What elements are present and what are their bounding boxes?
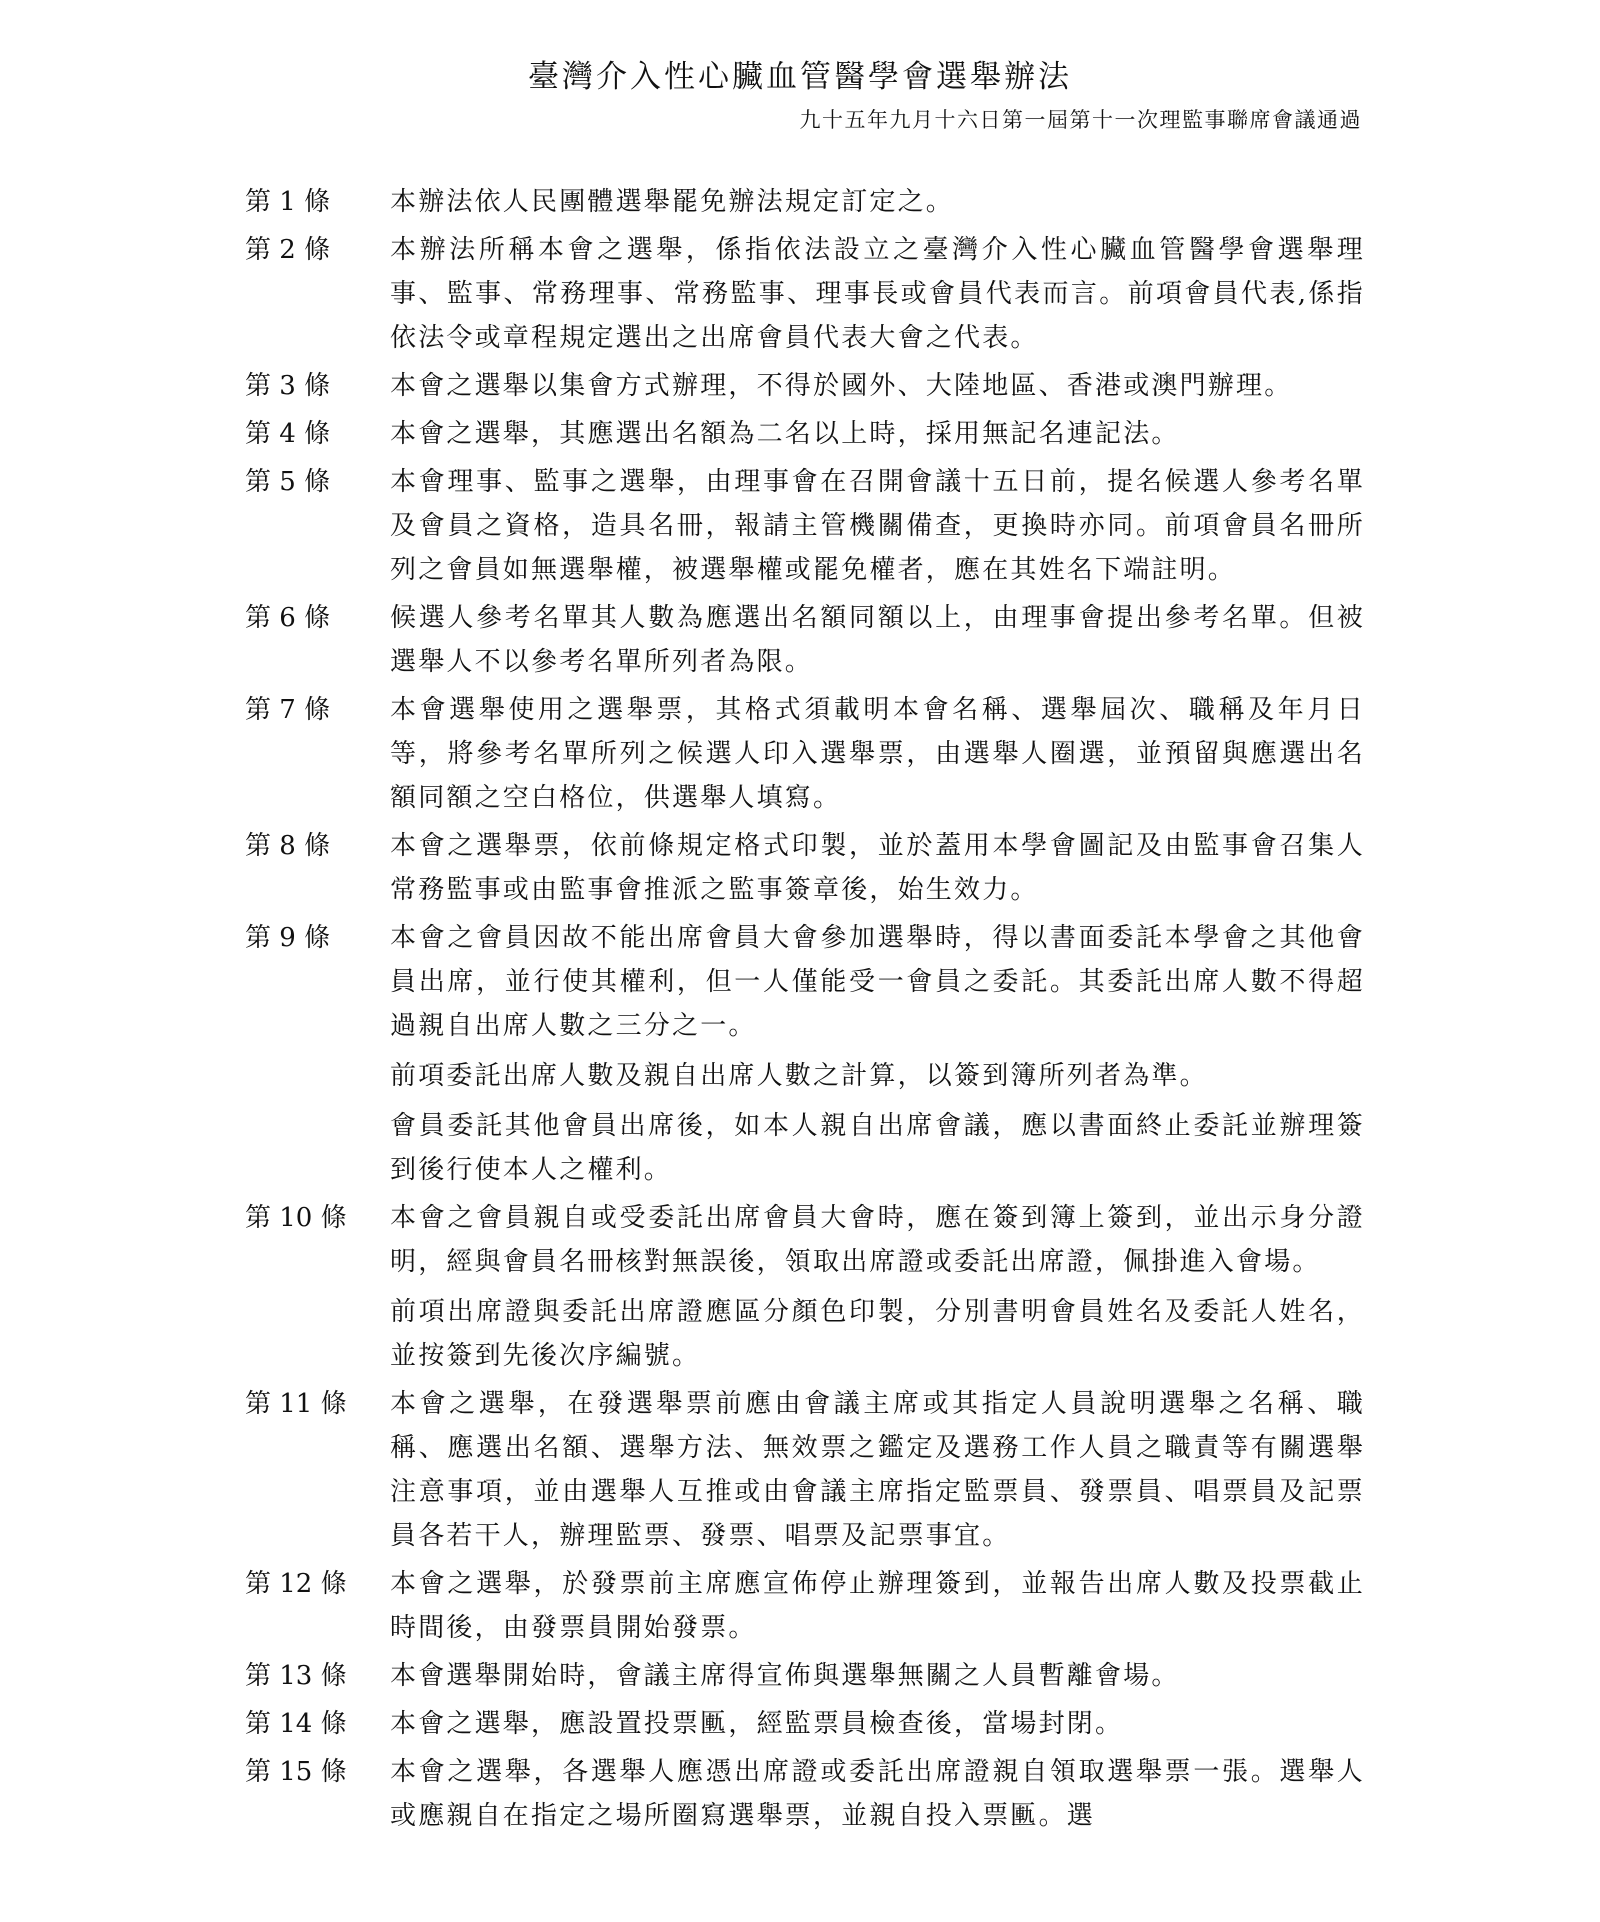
article-body: [390, 1702, 1365, 1746]
article-paragraph: 本會之選舉，在發選舉票前應由會議主席或其指定人員說明選舉之名稱、職稱、應選出名額、選舉方法、無效票之鑑定及選務工作人員之職責等有關選舉注意事項，並由選舉人互推或由會議主席指定監票員、發票員、唱票員及記票員各若干人，辦理監票、發票、唱票及記票事宜。: [390, 1389, 1365, 1551]
article-item: [245, 228, 1365, 360]
article-number: 第 11 條: [245, 1389, 347, 1419]
article-number: 第 12 條: [245, 1569, 347, 1599]
article-item: [245, 460, 1365, 592]
articles-list: [245, 180, 1365, 1842]
article-body: [390, 460, 1365, 592]
article-paragraph: 本會之選舉票，依前條規定格式印製，並於蓋用本學會圖記及由監事會召集人常務監事或由監事會推派之監事簽章後，始生效力。: [390, 831, 1365, 905]
article-paragraph: 本會選舉開始時，會議主席得宣佈與選舉無關之人員暫離會場。: [390, 1661, 1180, 1691]
article-item: [245, 1702, 1365, 1746]
article-number: 第 2 條: [245, 235, 331, 265]
article-item: [245, 1196, 1365, 1378]
article-paragraph: 本會選舉使用之選舉票，其格式須載明本會名稱、選舉屆次、職稱及年月日等，將參考名單所列之候選人印入選舉票，由選舉人圈選，並預留與應選出名額同額之空白格位，供選舉人填寫。: [390, 695, 1365, 813]
article-paragraph: 候選人參考名單其人數為應選出名額同額以上，由理事會提出參考名單。但被選舉人不以參考名單所列者為限。: [390, 603, 1365, 677]
article-item: [245, 688, 1365, 820]
article-body: [390, 1562, 1365, 1650]
article-body: [390, 412, 1365, 456]
article-paragraph: 本會之會員因故不能出席會員大會參加選舉時，得以書面委託本學會之其他會員出席，並行使其權利，但一人僅能受一會員之委託。其委託出席人數不得超過親自出席人數之三分之一。: [390, 923, 1365, 1041]
article-item: [245, 412, 1365, 456]
document-title: 臺灣介入性心臟血管醫學會選舉辦法: [528, 59, 1072, 95]
article-body: [390, 228, 1365, 360]
article-body: [390, 364, 1365, 408]
article-paragraph: 本辦法所稱本會之選舉，係指依法設立之臺灣介入性心臟血管醫學會選舉理事、監事、常務理事、常務監事、理事長或會員代表而言。前項會員代表,係指依法令或章程規定選出之出席會員代表大會之代表。: [390, 235, 1365, 353]
article-body: [390, 180, 1365, 224]
article-number: 第 6 條: [245, 603, 331, 633]
article-item: [245, 180, 1365, 224]
article-paragraph: 本會理事、監事之選舉，由理事會在召開會議十五日前，提名候選人參考名單及會員之資格，造具名冊，報請主管機關備查，更換時亦同。前項會員名冊所列之會員如無選舉權，被選舉權或罷免權者，應在其姓名下端註明。: [390, 467, 1365, 585]
article-body: [390, 688, 1365, 820]
article-body: [390, 1196, 1365, 1378]
article-paragraph: 前項出席證與委託出席證應區分顏色印製，分別書明會員姓名及委託人姓名，並按簽到先後次序編號。: [390, 1297, 1365, 1371]
article-item: [245, 1750, 1365, 1838]
article-paragraph: 本辦法依人民團體選舉罷免辦法規定訂定之。: [390, 187, 955, 217]
article-paragraph: 本會之選舉，於發票前主席應宣佈停止辦理簽到，並報告出席人數及投票截止時間後，由發票員開始發票。: [390, 1569, 1365, 1643]
article-item: [245, 1654, 1365, 1698]
article-number: 第 15 條: [245, 1757, 347, 1787]
article-number: 第 3 條: [245, 371, 331, 401]
article-body: [390, 916, 1365, 1192]
article-number: 第 5 條: [245, 467, 331, 497]
article-number: 第 1 條: [245, 187, 331, 217]
article-number: 第 13 條: [245, 1661, 347, 1691]
document-subtitle: 九十五年九月十六日第一屆第十一次理監事聯席會議通過: [799, 108, 1362, 132]
article-paragraph: 前項委託出席人數及親自出席人數之計算，以簽到簿所列者為準。: [390, 1061, 1208, 1091]
article-item: [245, 364, 1365, 408]
article-body: [390, 1750, 1365, 1838]
article-number: 第 4 條: [245, 419, 331, 449]
article-number: 第 9 條: [245, 923, 331, 953]
article-item: [245, 1562, 1365, 1650]
article-item: [245, 824, 1365, 912]
article-number: 第 8 條: [245, 831, 331, 861]
article-paragraph: 本會之會員親自或受委託出席會員大會時，應在簽到簿上簽到，並出示身分證明，經與會員名冊核對無誤後，領取出席證或委託出席證，佩掛進入會場。: [390, 1203, 1365, 1277]
article-number: 第 7 條: [245, 695, 331, 725]
article-body: [390, 824, 1365, 912]
article-paragraph: 本會之選舉，各選舉人應憑出席證或委託出席證親自領取選舉票一張。選舉人或應親自在指定之場所圈寫選舉票，並親自投入票匭。選: [390, 1757, 1365, 1831]
article-item: [245, 916, 1365, 1192]
article-item: [245, 1382, 1365, 1558]
article-number: 第 10 條: [245, 1203, 347, 1233]
article-paragraph: 本會之選舉，應設置投票匭，經監票員檢查後，當場封閉。: [390, 1709, 1124, 1739]
article-item: [245, 596, 1365, 684]
article-paragraph: 本會之選舉以集會方式辦理，不得於國外、大陸地區、香港或澳門辦理。: [390, 371, 1293, 401]
article-body: [390, 1654, 1365, 1698]
article-body: [390, 596, 1365, 684]
article-body: [390, 1382, 1365, 1558]
article-number: 第 14 條: [245, 1709, 347, 1739]
article-paragraph: 會員委託其他會員出席後，如本人親自出席會議，應以書面終止委託並辦理簽到後行使本人之權利。: [390, 1111, 1365, 1185]
article-paragraph: 本會之選舉，其應選出名額為二名以上時，採用無記名連記法。: [390, 419, 1180, 449]
